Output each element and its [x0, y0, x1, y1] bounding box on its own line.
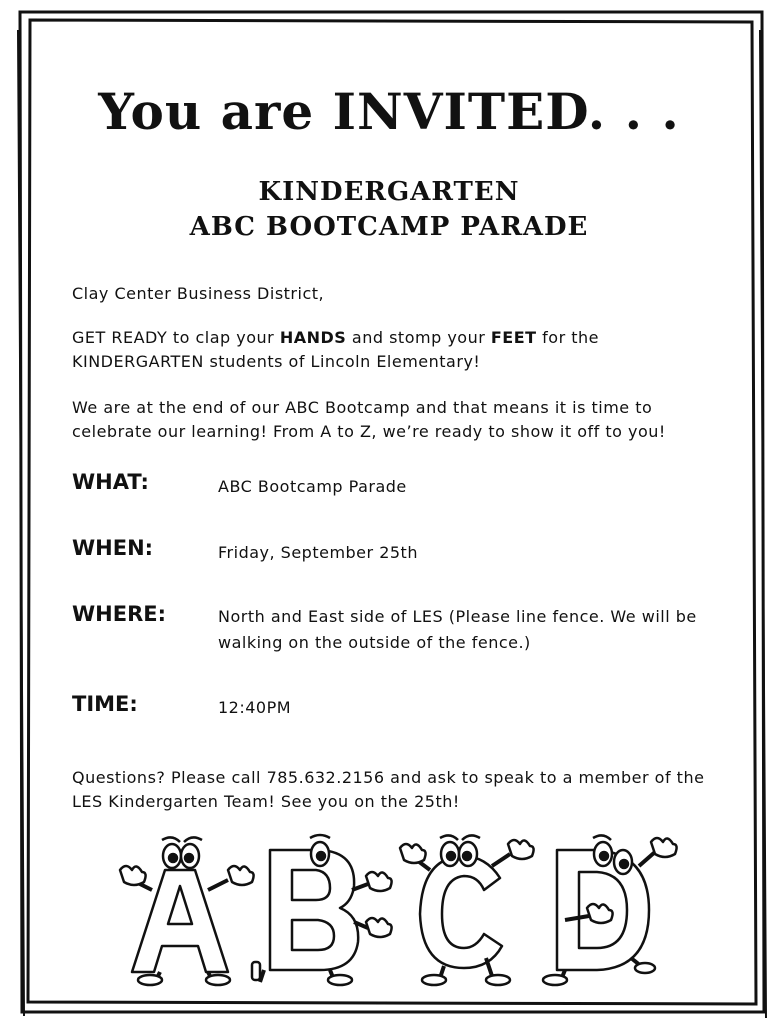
event-subtitle-line1: KINDERGARTEN — [258, 177, 520, 207]
abcd-cartoon-illustration — [110, 830, 680, 990]
time-label: TIME: — [72, 692, 138, 716]
intro-text-1: GET READY to clap your — [72, 328, 280, 347]
closing-paragraph: Questions? Please call 785.632.2156 and ask to speak to a member of the LES Kindergarten Team! See you on the 25th! — [72, 768, 705, 811]
invitation-title: You are INVITED. . . — [98, 82, 680, 141]
celebration-paragraph: We are at the end of our ABC Bootcamp and that means it is time to celebrate our learning! From A to Z, we’re ready to show it off to you! — [72, 398, 666, 441]
event-subtitle-line2: ABC BOOTCAMP PARADE — [189, 212, 589, 242]
hands-emphasis: HANDS — [279, 328, 347, 347]
where-label: WHERE: — [72, 602, 166, 626]
what-label: WHAT: — [72, 470, 149, 494]
when-label: WHEN: — [72, 536, 154, 560]
what-value: ABC Bootcamp Parade — [218, 477, 407, 496]
time-value: 12:40PM — [218, 698, 292, 717]
intro-text-2: and stomp your — [346, 328, 491, 347]
where-value: North and East side of LES (Please line fence. We will be walking on the outside of the fence.) — [218, 607, 697, 652]
letter-d-character — [543, 835, 677, 985]
letter-c-character — [400, 835, 534, 985]
intro-paragraph — [72, 326, 722, 374]
greeting: Clay Center Business District, — [72, 284, 325, 303]
feet-emphasis: FEET — [490, 328, 537, 347]
when-value: Friday, September 25th — [218, 543, 418, 562]
letter-b-character — [252, 835, 392, 985]
intro-text-3: for the KINDERGARTEN students of Lincoln Elementary! — [72, 328, 600, 371]
letter-a-character — [120, 837, 254, 985]
